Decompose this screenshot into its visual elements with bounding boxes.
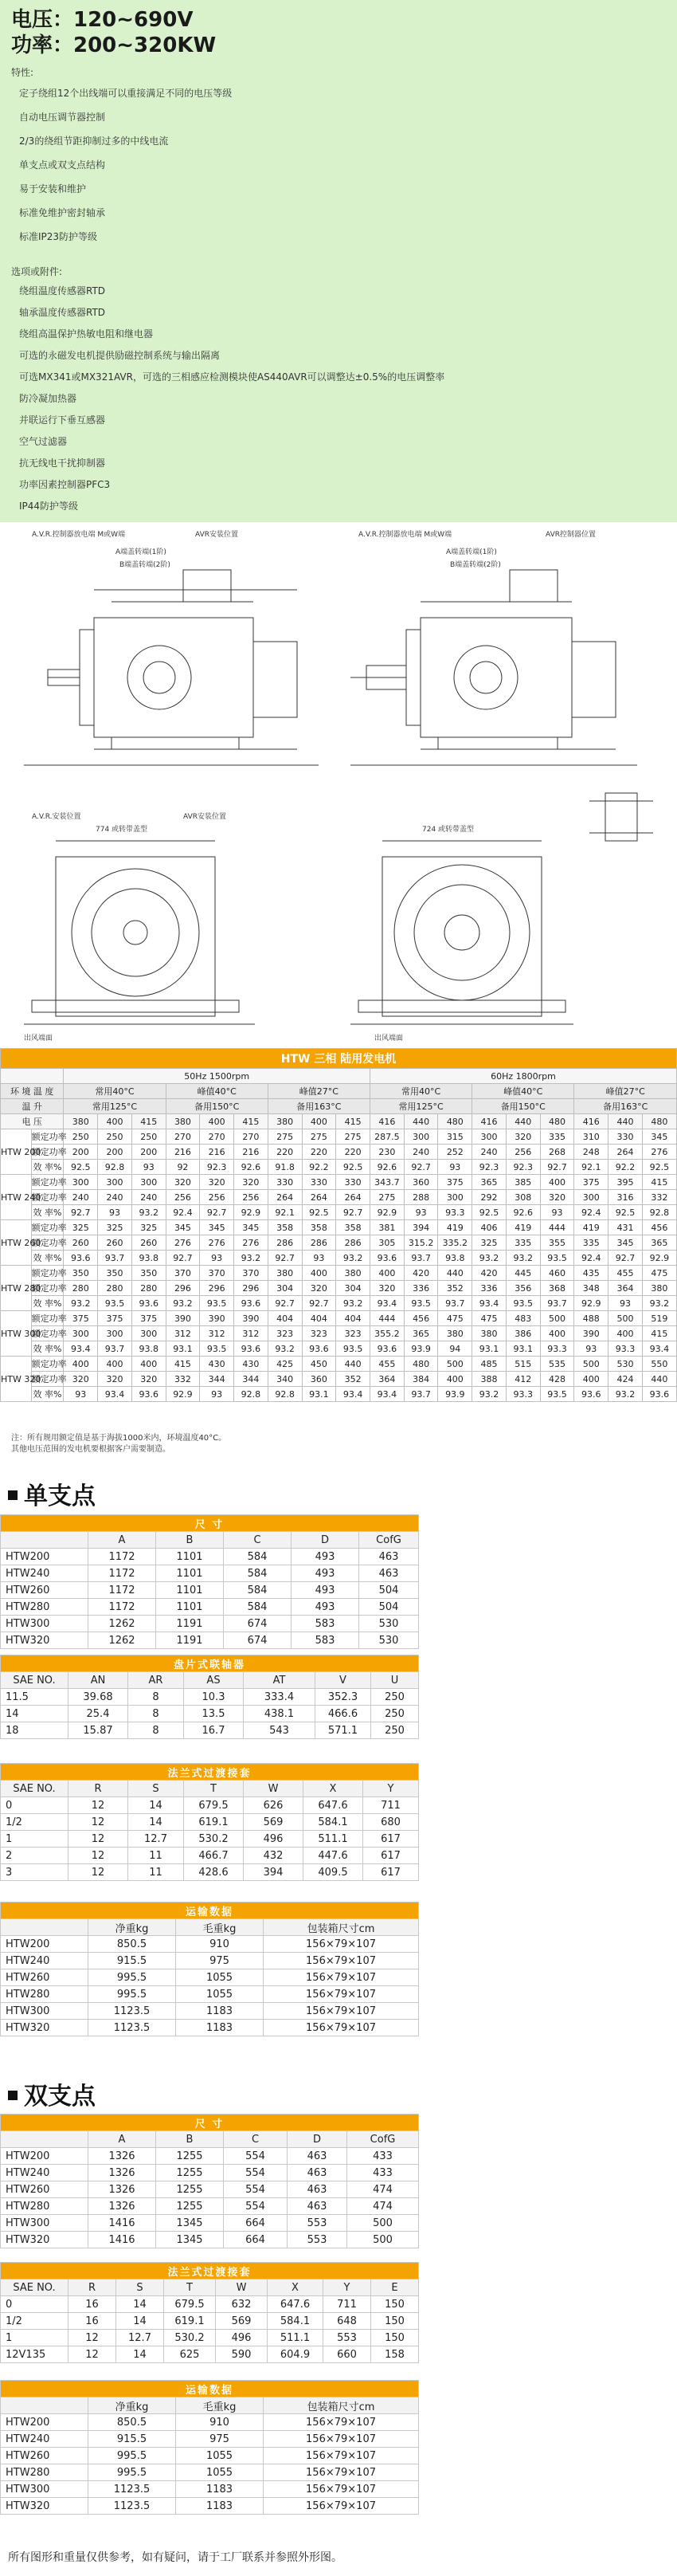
generator-body-right: [421, 618, 572, 737]
table-row: HTW300 1123.5 1183 156×79×107: [1, 2003, 419, 2020]
table-band: 尺 寸: [1, 1515, 419, 1532]
single-coupling-table: 盘片式联轴器 SAE NO. AN AR AS AT V U 11.5 39.68 8 10.3 333.4 352.3 250 14 25.4 8 13.5 438.1 466.6 250 18 15.87 8 16.7 543 571.1 250: [0, 1655, 419, 1739]
table-row: 效 率% 93.2 93.5 93.6 93.2 93.5 93.6 92.7 92.7 93.2 93.4 93.5 93.7 93.4 93.5 93.7 92.9 93 93.2: [1, 1296, 677, 1311]
table-band: 尺 寸: [1, 2115, 419, 2131]
htw-title: HTW 三相 陆用发电机: [1, 1049, 677, 1069]
model-name: HTW 200: [1, 1129, 32, 1175]
drawing-label: A.V.R.控制器放电端 M或W端: [358, 531, 452, 539]
list-item: 轴承温度传感器RTD: [19, 307, 106, 318]
table-row: HTW280 995.5 1055 156×79×107: [1, 1986, 419, 2003]
table-row: HTW280 1172 1101 584 493 504: [1, 1599, 419, 1616]
table-row: 额定功率 260 260 260 276 276 276 286 286 286 305 315.2 335.2 325 335 355 335 345 365: [1, 1235, 677, 1251]
table-row: HTW240 1172 1101 584 493 463: [1, 1565, 419, 1582]
table-row: 0 12 14 679.5 626 647.6 711: [1, 1797, 419, 1814]
drawing-label: AVR控制器位置: [546, 531, 596, 539]
table-note: 其他电压范围的发电机要根据客户需要制造。: [11, 1445, 170, 1454]
single-dims-table: 尺 寸 A B C D CofG HTW200 1172 1101 584 493 463 HTW240 1172 1101 584 493 463 HTW260 1172 1101 584 493 504 HTW280 1172 1101 584 493 504 HTW300 1262 1191 674 583 530 HTW320 1262 1191 674 583 530: [0, 1514, 419, 1649]
table-band: 盘片式联轴器: [1, 1655, 419, 1672]
list-item: 绕组高温保护热敏电阻和继电器: [19, 328, 154, 340]
drawing-label: A.V.R.控制器放电端 M或W端: [32, 531, 126, 539]
table-row: HTW320 1123.5 1183 156×79×107: [1, 2498, 419, 2515]
list-item: 绕组温度传感器RTD: [19, 285, 106, 296]
table-row: HTW320 1123.5 1183 156×79×107: [1, 2020, 419, 2036]
table-row: 1/2 12 14 619.1 569 584.1 680: [1, 1814, 419, 1831]
list-item: 标准免维护密封轴承: [19, 207, 106, 218]
table-row: 额定功率 200 200 200 216 216 216 220 220 220 230 240 252 240 256 268 248 264 276: [1, 1145, 677, 1160]
table-row: HTW320 1416 1345 664 553 500: [1, 2232, 419, 2248]
table-band: 运输数据: [1, 1903, 419, 1919]
table-band: 法兰式过渡接套: [1, 1764, 419, 1781]
table-row: 效 率% 93.6 93.7 93.8 92.7 93 93.2 92.7 93 93.2 93.6 93.7 93.8 93.2 93.2 93.5 92.4 92.7 92.9: [1, 1251, 677, 1266]
list-item: 防冷凝加热器: [19, 393, 77, 404]
table-row: HTW240 915.5 975 156×79×107: [1, 2431, 419, 2448]
table-band: 运输数据: [1, 2381, 419, 2397]
table-row: HTW200 850.5 910 156×79×107: [1, 1936, 419, 1953]
table-row: 18 15.87 8 16.7 543 571.1 250: [1, 1722, 419, 1739]
bullet-icon: [8, 1490, 18, 1500]
drawing-label: AVR安装位置: [195, 531, 238, 539]
table-row: 2 12 11 466.7 432 447.6 617: [1, 1848, 419, 1864]
double-shipping-table: 运输数据 净重kg 毛重kg 包装箱尺寸cm HTW200 850.5 910 156×79×107 HTW240 915.5 975 156×79×107 HTW260 995.5 1055 156×79×107 HTW280 995.5 1055 156×79×107 HTW300 1123.5 1183 156×79×107 HTW320 1123.5 1183 156×79×107: [0, 2380, 419, 2515]
htw-spec-table: HTW 三相 陆用发电机 50Hz 1500rpm 60Hz 1800rpm 环 境 温 度 常用40°C 峰值40°C 峰值27°C 常用40°C 峰值40°C 峰值27°C 温 升 常用125°C 备用150°C 备用163°C 常用125°C 备用150°C 备用163°C 电 压 380 400 415 380 400 415 380 400 415 416 440 480 416 440 480 416 440 480 HTW 200 额定功率 250 250 250 270 270 270 275 275 275 287.5 300 315 300 320 335 310 330 345 额定功率 200 200 200 216 216 216 220 220 220 230 240 252 240 256 268 248 264 276 效 率% 92.5 92.8 93 92 92.3 92.6 91.8 92.2 92.5 92.6 92.7 93 92.3 92.3 92.7 92.1 92.2 92.5 HTW 240 额定功率 300 300 300 320 320 320 330 330 330 343.7 360 375 365 385 400 375 395 415 额定功率 240 240 240 256 256 256 264 264 264 275 288 300 292 308 320 300 316 332 效 率% 92.7 93 93.2 92.4 92.7 92.9 92.1 92.5 92.7 92.9 93 93.3 92.5 92.6 93 92.4 92.5 92.8 HTW 260 额定功率 325 325 325 345 345 345 358 358 358 381 394 419 406 419 444 419 431 456 额定功率 260 260 260 276 276 276 286 286 286 305 315.2 335.2 325 335 355 335 345 365 效 率% 93.6 93.7 93.8 92.7 93 93.2 92.7 93 93.2 93.6 93.7 93.8 93.2 93.2 93.5 92.4 92.7 92.9 HTW 280 额定功率 350 350 350 370 370 370 380 400 380 400 420 440 420 445 460 435 455 475 额定功率 280 280 280 296 296 296 304 320 304 320 336 352 336 356 368 348 364 380 效 率% 93.2 93.5 93.6 93.2 93.5 93.6 92.7 92.7 93.2 93.4 93.5 93.7 93.4 93.5 93.7 92.9 93 93.2 HTW 300 额定功率 375 375 375 390 390 390 404 404 404 444 456 475 475 483 500 488 500 519 额定功率 300 300 300 312 312 312 323 323 323 355.2 365 380 380 386 400 390 400 415 效 率% 93.4 93.7 93.8 93.1 93.5 93.6 93.2 93.6 93.5 93.6 93.9 94 93.1 93.1 93.3 93 93.3 93.4 HTW 320 额定功率 400 400 400 415 430 430 425 450 440 455 480 500 485 515 535 500 530 550 额定功率 320 320 320 332 344 344 340 360 352 364 384 400 388 412 428 400 424 440 效 率% 93 93.4 93.6 92.9 93 92.8 92.8 93.1 93.4 93.4 93.7 93.9 93.2 93.3 93.5 93.6 93.2 93.6: [0, 1048, 677, 1402]
table-row: HTW300 1123.5 1183 156×79×107: [1, 2481, 419, 2498]
spec-panel: [0, 0, 677, 522]
voltage-title: 电压：120~690V: [11, 8, 194, 32]
table-row: HTW260 1172 1101 584 493 504: [1, 1582, 419, 1599]
drawing-label: 774 或转带盖型: [96, 826, 148, 834]
drawing-label: A端盖转端(1阶): [446, 548, 497, 556]
list-item: 定子绕组12个出线端可以重接满足不同的电压等级: [19, 88, 233, 99]
table-row: HTW 300 额定功率 375 375 375 390 390 390 404 404 404 444 456 475 475 483 500 488 500 519: [1, 1311, 677, 1326]
drawing-svg: [0, 522, 677, 1048]
table-row: 效 率% 93.4 93.7 93.8 93.1 93.5 93.6 93.2 93.6 93.5 93.6 93.9 94 93.1 93.1 93.3 93 93.3 93.4: [1, 1341, 677, 1357]
table-row: 1 12 12.7 530.2 496 511.1 617: [1, 1831, 419, 1848]
list-item: IP44防护等级: [19, 501, 79, 512]
list-item: 单支点或双支点结构: [19, 159, 106, 171]
table-row: 14 25.4 8 13.5 438.1 466.6 250: [1, 1706, 419, 1722]
hz50-header: 50Hz 1500rpm: [64, 1069, 370, 1084]
list-item: 可选MX341或MX321AVR，可选的三相感应检测模块使AS440AVR可以调整达±0.5%的电压调整率: [19, 371, 445, 383]
table-row: 额定功率 280 280 280 296 296 296 304 320 304 320 336 352 336 356 368 348 364 380: [1, 1281, 677, 1296]
drawing-label: 出风端面: [374, 1035, 404, 1043]
table-row: 效 率% 92.5 92.8 93 92 92.3 92.6 91.8 92.2 92.5 92.6 92.7 93 92.3 92.3 92.7 92.1 92.2 92.5: [1, 1160, 677, 1175]
drawing-label: 出风端面: [24, 1035, 53, 1043]
table-row: 1/2 16 14 619.1 569 584.1 648 150: [1, 2313, 419, 2330]
model-name: HTW 240: [1, 1175, 32, 1220]
table-row: HTW320 1262 1191 674 583 530: [1, 1632, 419, 1649]
double-dims-table: 尺 寸 A B C D CofG HTW200 1326 1255 554 463 433 HTW240 1326 1255 554 463 433 HTW260 1326 1255 554 463 474 HTW280 1326 1255 554 463 474 HTW300 1416 1345 664 553 500 HTW320 1416 1345 664 553 500: [0, 2114, 419, 2248]
generator-body-left: [94, 618, 253, 737]
table-row: HTW200 1172 1101 584 493 463: [1, 1549, 419, 1565]
hz60-header: 60Hz 1800rpm: [370, 1069, 676, 1084]
table-row: HTW240 915.5 975 156×79×107: [1, 1953, 419, 1969]
table-row: 3 12 11 428.6 394 409.5 617: [1, 1864, 419, 1881]
double-bearing-title: 双支点: [8, 2076, 96, 2111]
drawing-label: B端盖转端(2阶): [119, 561, 170, 569]
model-name: HTW 280: [1, 1266, 32, 1311]
list-item: 可选的永磁发电机提供励磁控制系统与输出隔离: [19, 350, 221, 361]
table-row: HTW260 995.5 1055 156×79×107: [1, 1969, 419, 1986]
table-row: 11.5 39.68 8 10.3 333.4 352.3 250: [1, 1689, 419, 1706]
table-row: 额定功率 300 300 300 312 312 312 323 323 323 355.2 365 380 380 386 400 390 400 415: [1, 1326, 677, 1341]
table-row: 12V135 12 14 625 590 604.9 660 158: [1, 2346, 419, 2363]
list-item: 并联运行下垂互感器: [19, 414, 106, 426]
single-bearing-title: 单支点: [8, 1476, 96, 1511]
list-item: 空气过滤器: [19, 436, 68, 447]
list-item: 抗无线电干扰抑制器: [19, 457, 106, 469]
table-note: 注：所有规用额定值是基于海拔1000米内，环境温度40°C。: [11, 1434, 227, 1443]
table-row: HTW240 1326 1255 554 463 433: [1, 2165, 419, 2181]
drawing-label: 724 或转带盖型: [422, 826, 475, 834]
bullet-icon: [8, 2091, 18, 2100]
options-heading: 选项或附件:: [11, 266, 63, 277]
model-name: HTW 300: [1, 1311, 32, 1357]
table-row: HTW 240 额定功率 300 300 300 320 320 320 330 330 330 343.7 360 375 365 385 400 375 395 415: [1, 1175, 677, 1190]
power-title: 功率：200~320KW: [11, 33, 217, 57]
table-row: HTW260 995.5 1055 156×79×107: [1, 2448, 419, 2464]
model-name: HTW 320: [1, 1357, 32, 1402]
model-name: HTW 260: [1, 1220, 32, 1266]
end-view-right: [382, 857, 542, 1016]
list-item: 标准IP23防护等级: [19, 231, 98, 242]
drawing-label: A端盖转端(1阶): [115, 548, 166, 556]
table-row: HTW280 995.5 1055 156×79×107: [1, 2464, 419, 2481]
table-row: HTW300 1262 1191 674 583 530: [1, 1616, 419, 1632]
table-row: HTW 320 额定功率 400 400 400 415 430 430 425 450 440 455 480 500 485 515 535 500 530 550: [1, 1357, 677, 1372]
table-row: HTW300 1416 1345 664 553 500: [1, 2215, 419, 2232]
table-row: 1 12 12.7 530.2 496 511.1 553 150: [1, 2330, 419, 2346]
table-row: HTW200 850.5 910 156×79×107: [1, 2414, 419, 2431]
table-row: HTW 200 额定功率 250 250 250 270 270 270 275 275 275 287.5 300 315 300 320 335 310 330 345: [1, 1129, 677, 1145]
table-row: HTW 280 额定功率 350 350 350 370 370 370 380 400 380 400 420 440 420 445 460 435 455 475: [1, 1266, 677, 1281]
features-heading: 特性:: [11, 67, 34, 78]
double-flange-table: 法兰式过渡接套 SAE NO. R S T W X Y E 0 16 14 679.5 632 647.6 711 150 1/2 16 14 619.1 569 584.1 648 150 1 12 12.7 530.2 496 511.1 553 150 12V135 12 14 625 590 604.9 660 158: [0, 2262, 419, 2363]
end-view-left: [56, 857, 215, 1016]
drawing-label: AVR安装位置: [183, 813, 226, 821]
list-item: 易于安装和维护: [19, 183, 87, 194]
table-row: 效 率% 93 93.4 93.6 92.9 93 92.8 92.8 93.1 93.4 93.4 93.7 93.9 93.2 93.3 93.5 93.6 93.2 93.6: [1, 1387, 677, 1402]
list-item: 功率因素控制器PFC3: [19, 479, 111, 490]
table-row: HTW 260 额定功率 325 325 325 345 345 345 358 358 358 381 394 419 406 419 444 419 431 456: [1, 1220, 677, 1235]
table-row: 额定功率 240 240 240 256 256 256 264 264 264 275 288 300 292 308 320 300 316 332: [1, 1190, 677, 1205]
table-row: 效 率% 92.7 93 93.2 92.4 92.7 92.9 92.1 92.5 92.7 92.9 93 93.3 92.5 92.6 93 92.4 92.5 92.8: [1, 1205, 677, 1220]
single-shipping-table: 运输数据 净重kg 毛重kg 包装箱尺寸cm HTW200 850.5 910 156×79×107 HTW240 915.5 975 156×79×107 HTW260 995.5 1055 156×79×107 HTW280 995.5 1055 156×79×107 HTW300 1123.5 1183 156×79×107 HTW320 1123.5 1183 156×79×107: [0, 1902, 419, 2036]
drawing-label: A.V.R.安装位置: [32, 813, 81, 821]
list-item: 自动电压调节器控制: [19, 112, 106, 123]
table-row: 0 16 14 679.5 632 647.6 711 150: [1, 2296, 419, 2313]
table-row: HTW260 1326 1255 554 463 474: [1, 2181, 419, 2198]
table-band: 法兰式过渡接套: [1, 2263, 419, 2280]
table-row: HTW280 1326 1255 554 463 474: [1, 2198, 419, 2215]
technical-drawing: [0, 522, 677, 1048]
table-row: 额定功率 320 320 320 332 344 344 340 360 352 364 384 400 388 412 428 400 424 440: [1, 1372, 677, 1387]
single-flange-table: 法兰式过渡接套 SAE NO. R S T W X Y 0 12 14 679.5 626 647.6 711 1/2 12 14 619.1 569 584.1 680 1 12 12.7 530.2 496 511.1 617 2 12 11 466.7 432 447.6 617 3 12 11 428.6 394 409.5 617: [0, 1763, 419, 1881]
list-item: 2/3的绕组节距抑制过多的中线电流: [19, 135, 169, 147]
drawing-label: B端盖转端(2阶): [450, 561, 501, 569]
footer-note: 所有图形和重量仅供参考，如有疑问，请于工厂联系并参照外形图。: [8, 2551, 342, 2564]
table-row: HTW200 1326 1255 554 463 433: [1, 2148, 419, 2165]
